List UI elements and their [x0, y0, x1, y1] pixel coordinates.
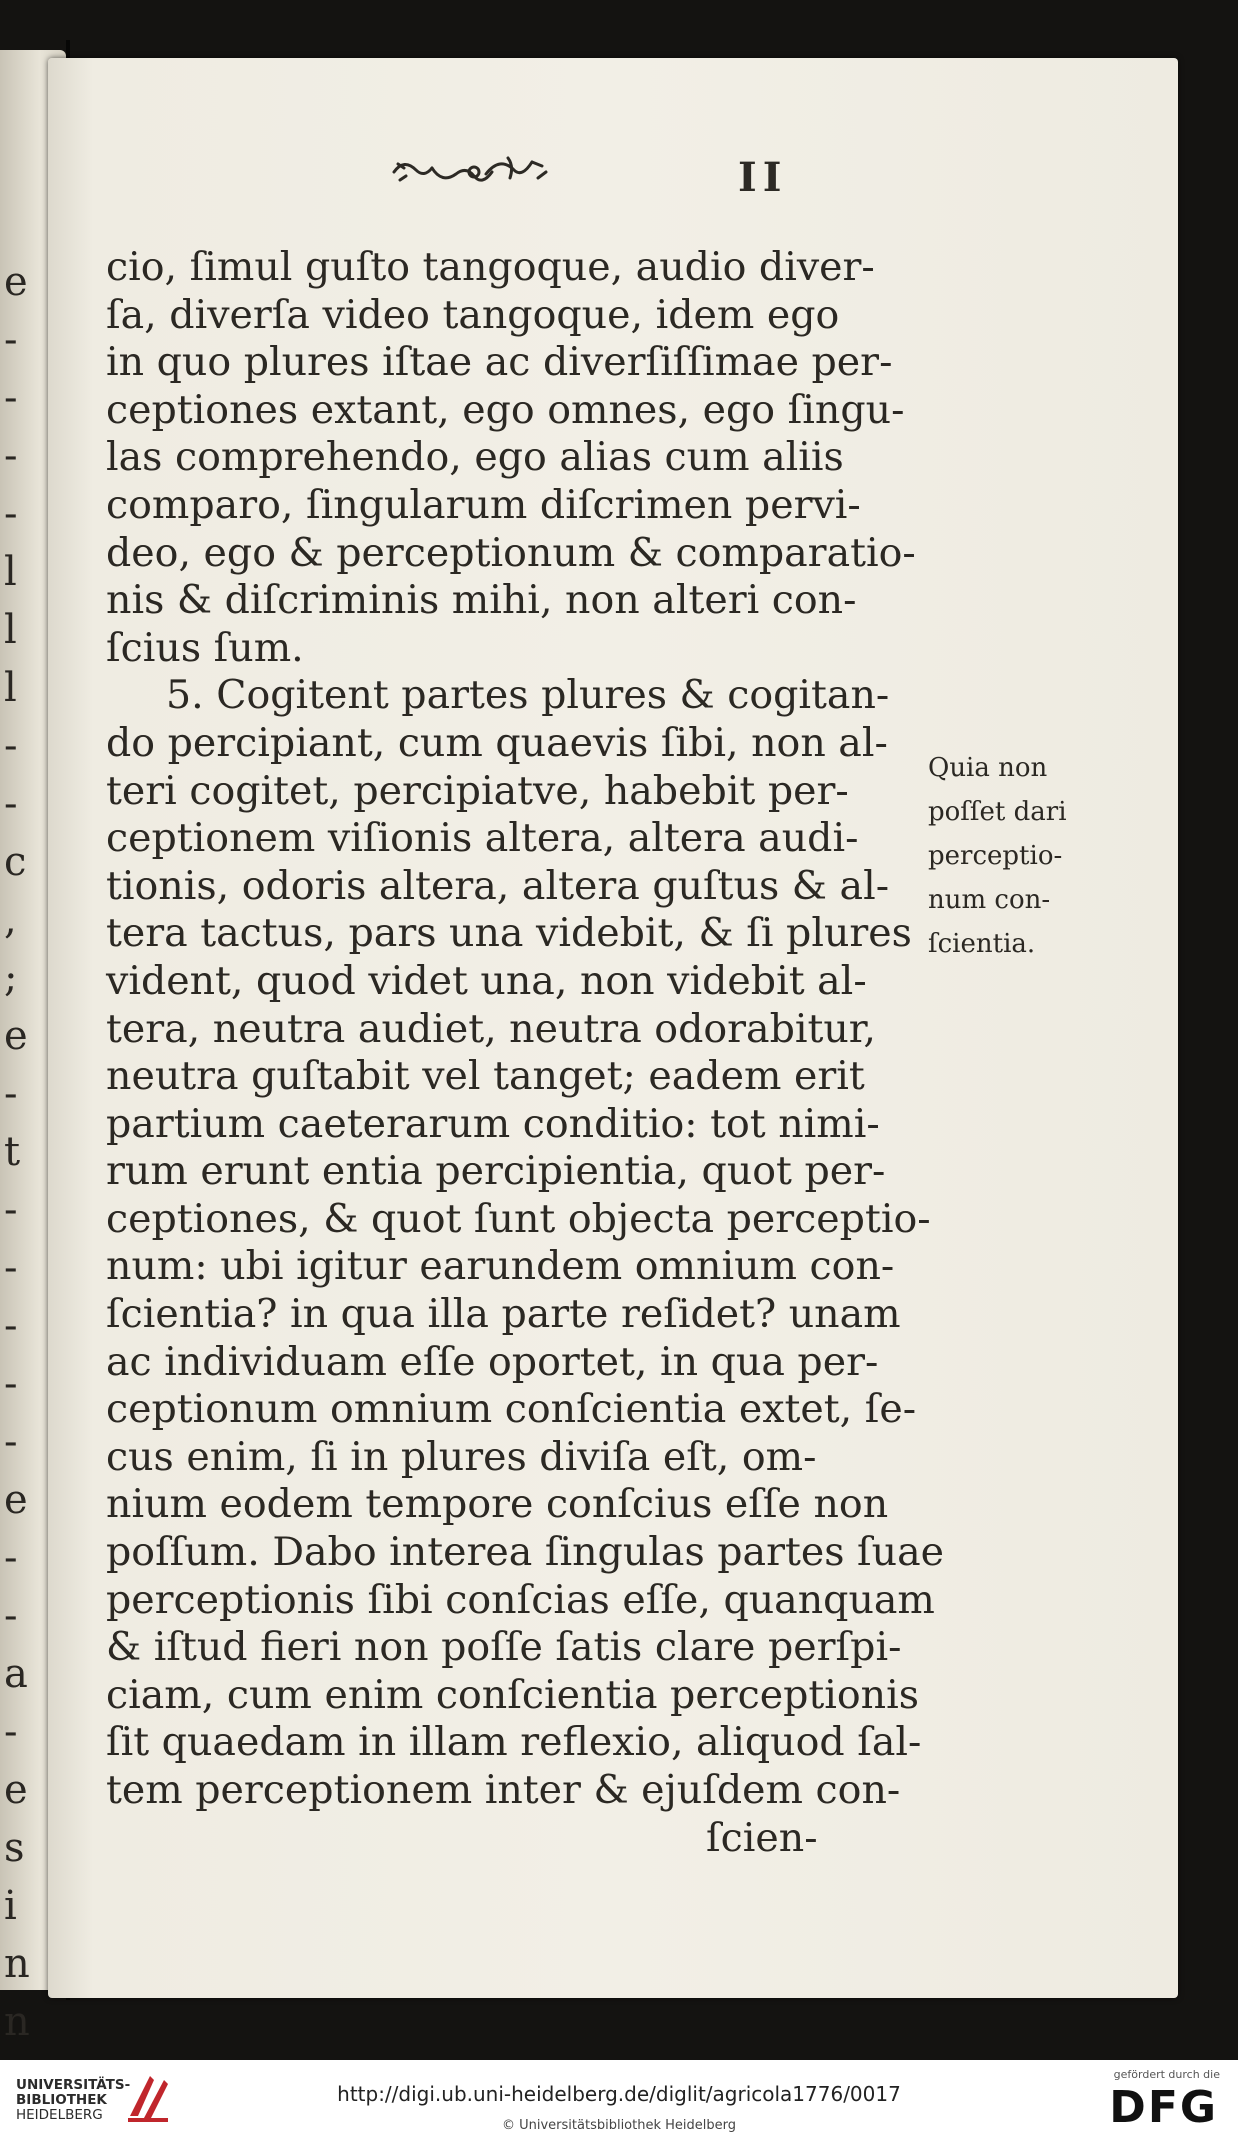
previous-page-fragment: s [4, 1825, 25, 1871]
previous-page-fragment: n [4, 1941, 30, 1987]
previous-page-fragment: - [4, 1245, 18, 1291]
text-line: cus enim, ſi in plures diviſa eſt, om- [106, 1433, 817, 1480]
footer-bar [0, 2060, 1238, 2149]
previous-page-fragment: - [4, 723, 18, 769]
text-line: tionis, odoris altera, altera guſtus & al- [106, 862, 890, 909]
library-name-line-2: BIBLIOTHEK [16, 2092, 107, 2108]
text-line: ceptionum omnium conſcientia extet, ſe- [106, 1386, 917, 1433]
dfg-logo[interactable]: DFG [1109, 2082, 1218, 2133]
text-line: cio, ſimul guſto tangoque, audio diver- [106, 244, 875, 290]
text-line: ceptiones extant, ego omnes, ego ſingu- [106, 386, 905, 433]
text-line: & iſtud fieri non poſſe ſatis clare perſpi- [106, 1624, 902, 1671]
book-page [48, 58, 1178, 1998]
previous-page-fragment: - [4, 1593, 18, 1639]
text-line: ſcius ſum. [106, 624, 304, 671]
previous-page-fragment: , [4, 897, 17, 943]
previous-page-fragment: - [4, 1419, 18, 1465]
previous-page-fragment: - [4, 375, 18, 421]
text-line: ceptiones, & quot ſunt objecta perceptio- [106, 1195, 931, 1242]
marginal-note-line: num con- [928, 885, 1051, 915]
text-line: do percipiant, cum quaevis ſibi, non al- [106, 719, 888, 766]
permalink-url[interactable]: http://digi.ub.uni-heidelberg.de/diglit/agricola1776/0017 [337, 2082, 901, 2106]
text-line: ciam, cum enim conſcientia perceptionis [106, 1671, 920, 1718]
text-line: teri cogitet, percipiatve, habebit per- [106, 767, 849, 814]
text-line: tera tactus, pars una videbit, & ſi plures [106, 910, 912, 957]
printers-ornament-icon [388, 150, 558, 194]
previous-page-fragment: e [4, 1477, 28, 1523]
previous-page-fragment: t [4, 1129, 21, 1175]
previous-page-fragment: - [4, 433, 18, 479]
marginal-note-line: poſſet dari [928, 797, 1067, 827]
previous-page-fragment: n [4, 1999, 30, 2045]
previous-page-fragment: i [4, 1883, 17, 1929]
text-line: comparo, ſingularum diſcrimen pervi- [106, 481, 861, 528]
text-line: neutra guſtabit vel tanget; eadem erit [106, 1053, 865, 1100]
text-line: ſcientia? in qua illa parte reſidet? unam [106, 1291, 901, 1338]
library-name-line-3: HEIDELBERG [16, 2107, 103, 2123]
marginal-note [928, 746, 1108, 966]
previous-page-fragment: l [4, 607, 17, 653]
previous-page-fragment: e [4, 1767, 28, 1813]
text-line: ac individuam eſſe oportet, in qua per- [106, 1338, 879, 1385]
previous-page-fragment: - [4, 781, 18, 827]
text-line: rum erunt entia percipientia, quot per- [106, 1148, 886, 1195]
marginal-note-line: ſcientia. [928, 929, 1036, 959]
text-line: num: ubi igitur earundem omnium con- [106, 1243, 895, 1290]
previous-page-fragment: - [4, 1187, 18, 1233]
text-line: deo, ego & perceptionum & comparatio- [106, 529, 916, 576]
text-line: 5. Cogitent partes plures & cogitan- [166, 672, 890, 719]
previous-page-fragment: - [4, 1535, 18, 1581]
text-line: vident, quod videt una, non videbit al- [106, 957, 867, 1004]
text-line: ſa, diverſa video tangoque, idem ego [106, 291, 840, 338]
previous-page-fragment: e [4, 259, 28, 305]
previous-page-fragment: - [4, 1709, 18, 1755]
text-line: in quo plures iſtae ac diverſiſſimae per- [106, 339, 893, 386]
text-line: las comprehendo, ego alias cum aliis [106, 434, 844, 481]
previous-page-fragment: l [4, 549, 17, 595]
text-line: ſit quaedam in illam reflexio, aliquod ſal- [106, 1719, 922, 1766]
funded-by-label: gefördert durch die [1113, 2068, 1220, 2081]
body-text [106, 244, 945, 1862]
previous-page-fragment: a [4, 1651, 28, 1697]
text-line: tera, neutra audiet, neutra odorabitur, [106, 1005, 876, 1052]
previous-page-fragment: - [4, 317, 18, 363]
text-line: perceptionis ſibi conſcias eſſe, quanquam [106, 1576, 935, 1623]
previous-page-fragment: e [4, 1013, 28, 1059]
text-line: ceptionem viſionis altera, altera audi- [106, 815, 859, 862]
previous-page-fragment: ; [4, 955, 18, 1001]
marginal-note-line: Quia non [928, 753, 1048, 783]
text-line: tem perceptionem inter & ejuſdem con- [106, 1767, 901, 1813]
previous-page-fragment: - [4, 491, 18, 537]
catchword: ſcien- [706, 1814, 818, 1861]
page-number: II [738, 154, 788, 201]
previous-page-fragment: - [4, 1361, 18, 1407]
library-name-line-1: UNIVERSITÄTS- [16, 2077, 131, 2093]
previous-page-fragment: l [4, 665, 17, 711]
text-line: nis & diſcriminis mihi, non alteri con- [106, 577, 857, 624]
copyright-notice: © Universitätsbibliothek Heidelberg [501, 2118, 736, 2133]
previous-page-fragment: - [4, 1303, 18, 1349]
text-line: poſſum. Dabo interea ſingulas partes ſuae [106, 1529, 945, 1576]
text-line: nium eodem tempore conſcius eſſe non [106, 1481, 889, 1528]
previous-page-fragment: c [4, 839, 27, 885]
text-line: partium caeterarum conditio: tot nimi- [106, 1100, 880, 1147]
previous-page-fragment: - [4, 1071, 18, 1117]
marginal-note-line: perceptio- [928, 841, 1063, 871]
